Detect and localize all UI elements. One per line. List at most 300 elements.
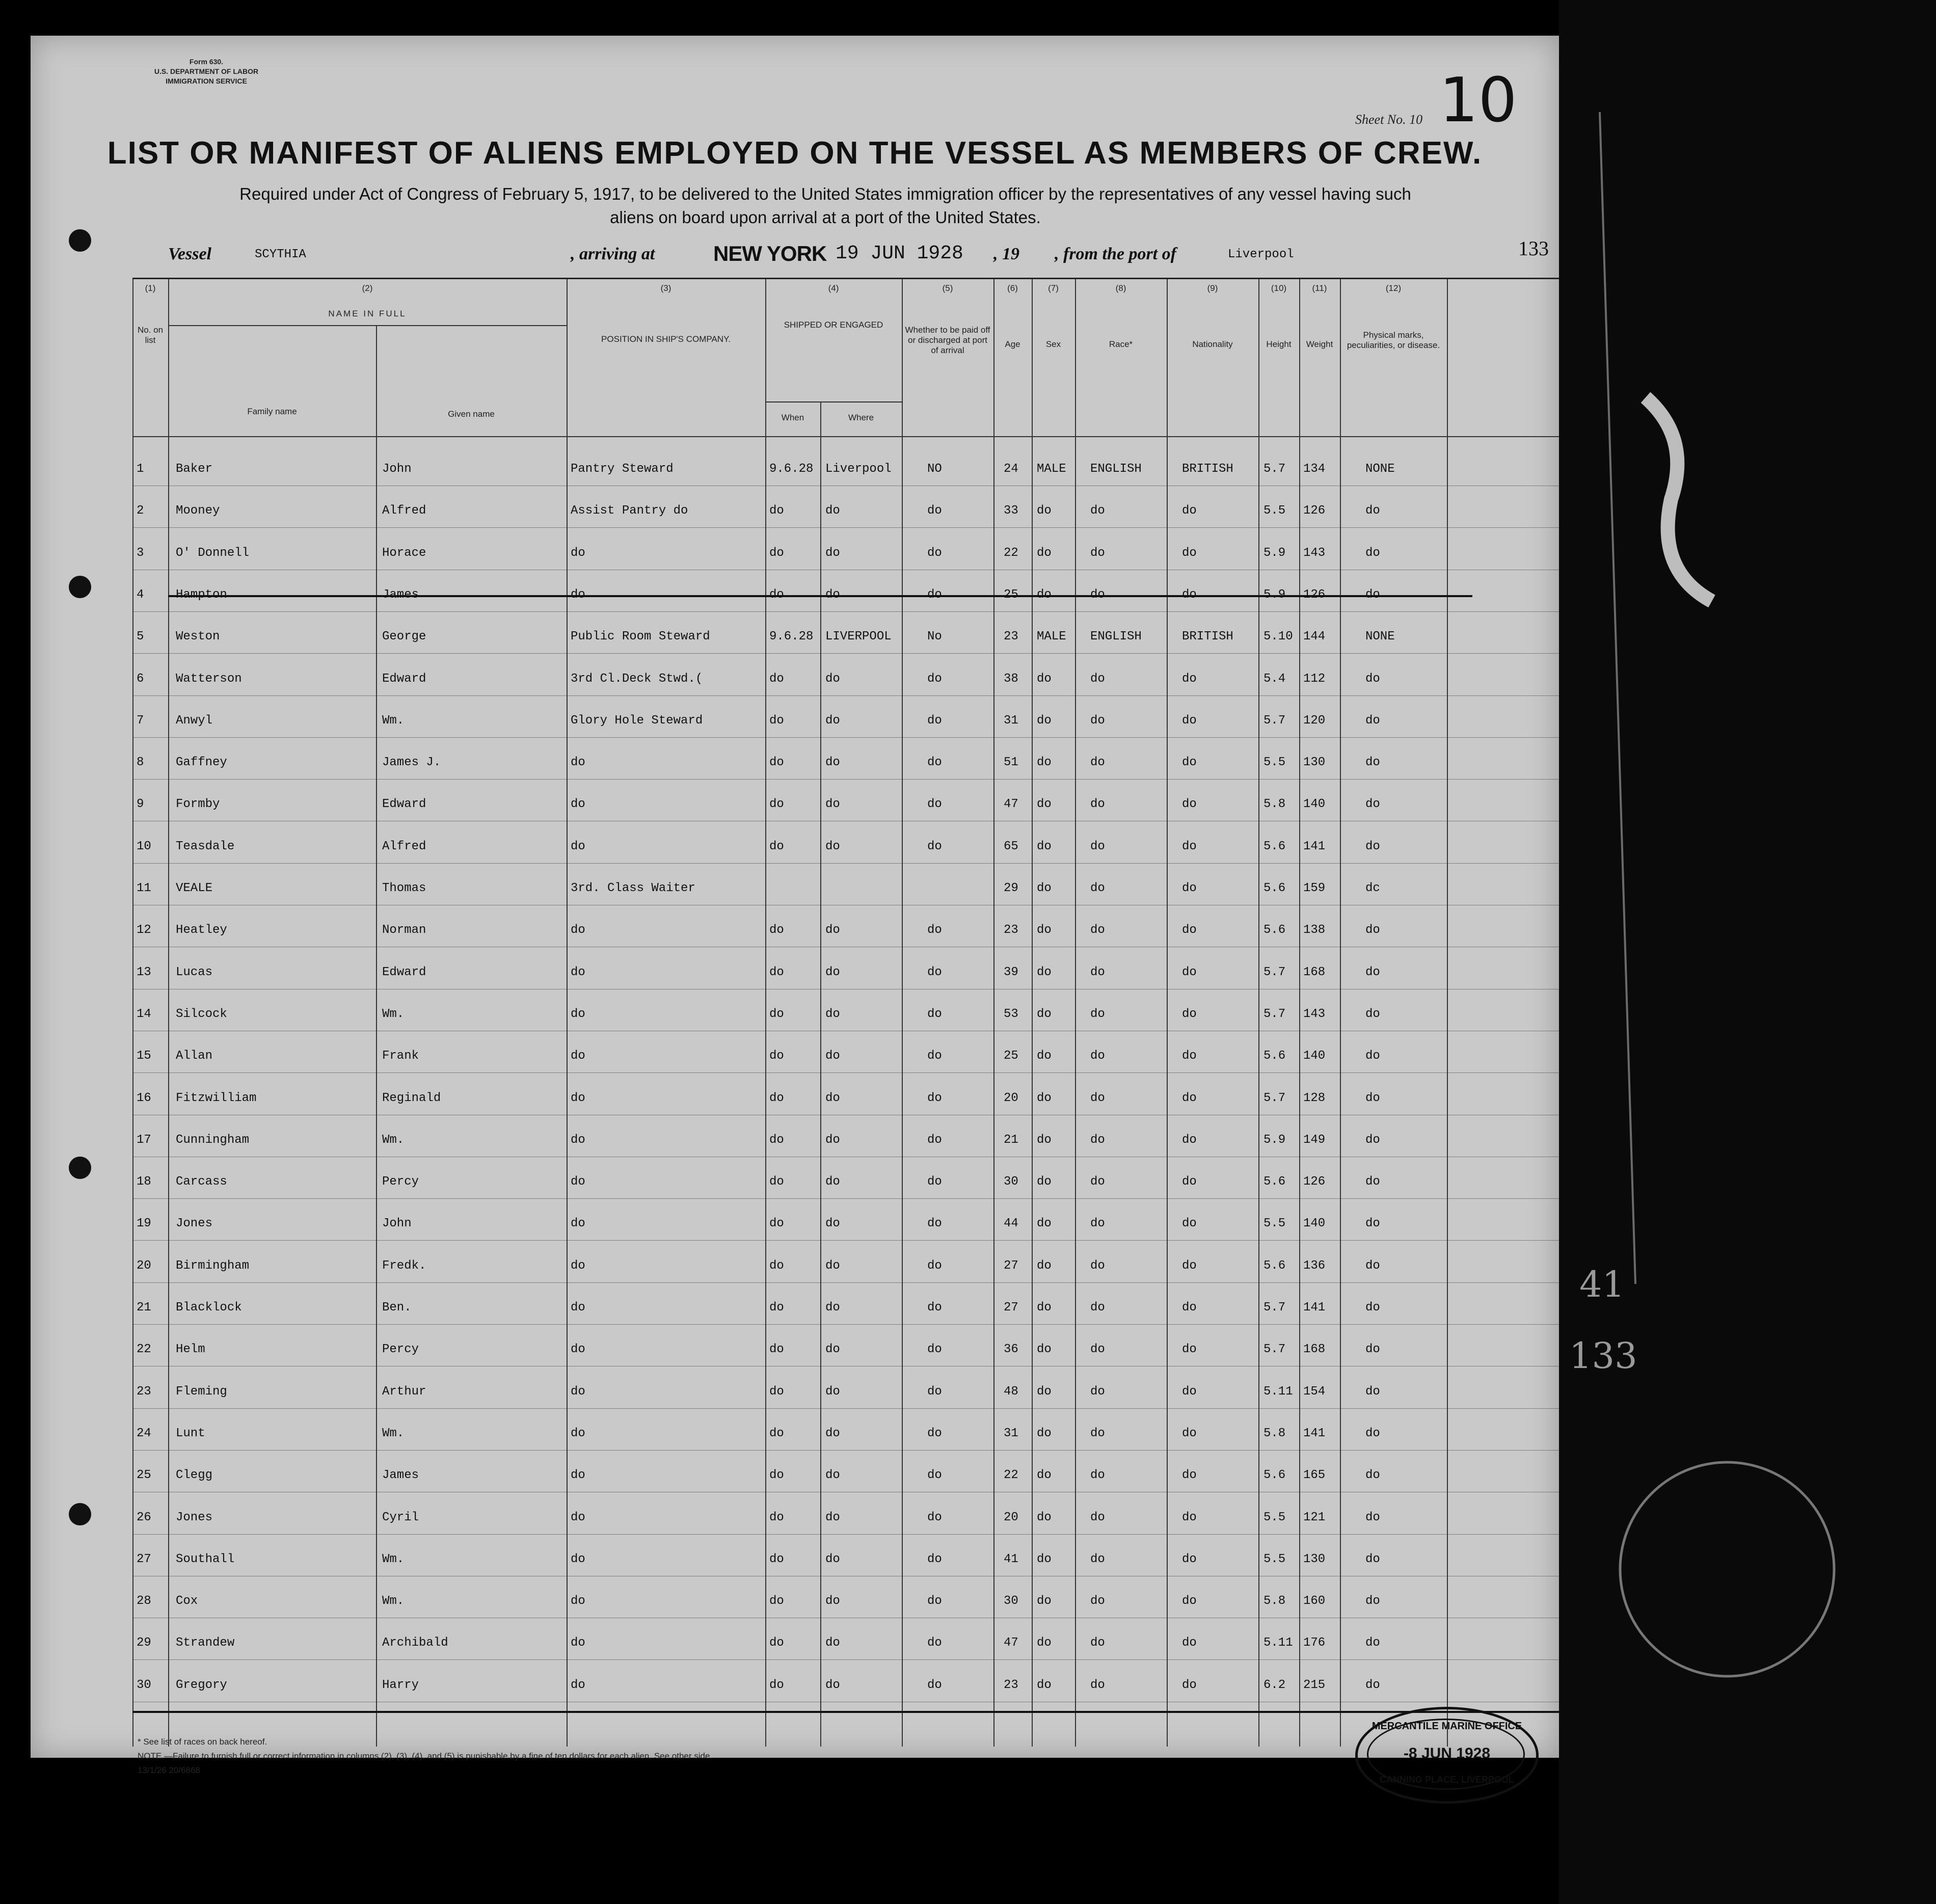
weight-cell: 126	[1303, 504, 1326, 518]
shipped-when-cell: do	[769, 1384, 784, 1399]
weight-cell: 144	[1303, 630, 1326, 644]
margin-mark-b: 133	[1569, 1335, 1637, 1377]
height-cell: 5.7	[1263, 1301, 1286, 1315]
height-cell: 5.6	[1263, 881, 1286, 895]
nationality-cell: do	[1182, 1049, 1197, 1063]
family-name-cell: Allan	[176, 1049, 213, 1063]
sex-cell: do	[1037, 881, 1052, 895]
row-number-cell: 24	[137, 1426, 151, 1440]
row-number-cell: 15	[137, 1049, 151, 1063]
family-name-cell: Birmingham	[176, 1258, 250, 1273]
sex-cell: do	[1037, 1678, 1052, 1692]
sex-cell: do	[1037, 504, 1052, 518]
paid-off-cell: do	[927, 1510, 942, 1524]
height-cell: 5.11	[1263, 1384, 1293, 1399]
shipped-where-cell: do	[825, 504, 840, 518]
weight-cell: 140	[1303, 1049, 1326, 1063]
shipped-when-cell: do	[769, 1468, 784, 1483]
sex-cell: do	[1037, 713, 1052, 728]
shipped-when-cell: do	[769, 1217, 784, 1231]
height-cell: 5.6	[1263, 1175, 1286, 1189]
from-port: Liverpool	[1228, 248, 1294, 261]
nationality-cell: do	[1182, 1426, 1197, 1440]
row-number-cell: 19	[137, 1217, 151, 1231]
sex-cell: do	[1037, 1217, 1052, 1231]
physical-marks-cell: do	[1365, 1133, 1380, 1147]
sex-cell: MALE	[1037, 462, 1066, 476]
shipped-when-cell: do	[769, 1007, 784, 1021]
family-name-cell: Silcock	[176, 1007, 227, 1021]
sex-cell: do	[1037, 1343, 1052, 1357]
sex-cell: do	[1037, 839, 1052, 853]
age-cell: 51	[1004, 756, 1018, 770]
shipped-where-cell: do	[825, 839, 840, 853]
paid-off-cell: do	[927, 797, 942, 812]
row-number-cell: 4	[137, 587, 144, 602]
row-number-cell: 3	[137, 546, 144, 560]
weight-cell: 140	[1303, 1217, 1326, 1231]
manifest-sheet	[31, 36, 1559, 1785]
sex-cell: do	[1037, 1258, 1052, 1273]
paid-off-cell: do	[927, 1468, 942, 1483]
paid-off-cell: do	[927, 1133, 942, 1147]
shipped-when-cell: do	[769, 1636, 784, 1650]
margin-mark-a: 41	[1579, 1264, 1625, 1305]
paid-off-cell: NO	[927, 462, 942, 476]
shipped-where-cell: do	[825, 1343, 840, 1357]
height-cell: 5.6	[1263, 839, 1286, 853]
shipped-where-cell: do	[825, 1007, 840, 1021]
height-cell: 5.11	[1263, 1636, 1293, 1650]
nationality-cell: do	[1182, 1217, 1197, 1231]
height-cell: 5.8	[1263, 1594, 1286, 1608]
nationality-cell: do	[1182, 1636, 1197, 1650]
physical-marks-cell: do	[1365, 1636, 1380, 1650]
race-cell: do	[1090, 756, 1105, 770]
position-cell: do	[571, 965, 585, 979]
col-7-num: (7)	[1048, 283, 1059, 293]
shipped-when-cell: 9.6.28	[769, 462, 814, 476]
race-cell: do	[1090, 1426, 1105, 1440]
col-2-header: NAME IN FULL	[328, 309, 407, 318]
physical-marks-cell: do	[1365, 1594, 1380, 1608]
age-cell: 47	[1004, 797, 1018, 812]
race-cell: do	[1090, 1510, 1105, 1524]
given-name-cell: James J.	[382, 756, 441, 770]
given-name-cell: Fredk.	[382, 1258, 426, 1273]
race-cell: do	[1090, 1258, 1105, 1273]
family-name-cell: Carcass	[176, 1175, 227, 1189]
form-block	[140, 57, 273, 86]
position-cell: do	[571, 1301, 585, 1315]
family-name-cell: Southall	[176, 1552, 235, 1566]
height-cell: 5.7	[1263, 1343, 1286, 1357]
shipped-where-cell: do	[825, 1217, 840, 1231]
shipped-where-cell: do	[825, 1384, 840, 1399]
row-number-cell: 11	[137, 881, 151, 895]
weight-cell: 176	[1303, 1636, 1326, 1650]
weight-cell: 168	[1303, 965, 1326, 979]
race-cell: do	[1090, 1594, 1105, 1608]
nationality-cell: do	[1182, 881, 1197, 895]
footer-note-1: * See list of races on back hereof.	[138, 1737, 267, 1747]
nationality-cell: do	[1182, 1510, 1197, 1524]
nationality-cell: do	[1182, 1007, 1197, 1021]
physical-marks-cell: do	[1365, 923, 1380, 937]
row-number-cell: 5	[137, 630, 144, 644]
race-cell: do	[1090, 1301, 1105, 1315]
shipped-when-cell: do	[769, 1552, 784, 1566]
age-cell: 33	[1004, 504, 1018, 518]
height-cell: 5.6	[1263, 923, 1286, 937]
col-2-num: (2)	[362, 283, 373, 293]
physical-marks-cell: do	[1365, 504, 1380, 518]
weight-cell: 136	[1303, 1258, 1326, 1273]
race-cell: do	[1090, 1636, 1105, 1650]
physical-marks-cell: do	[1365, 756, 1380, 770]
nationality-cell: do	[1182, 839, 1197, 853]
sex-cell: do	[1037, 965, 1052, 979]
shipped-where-cell: do	[825, 1678, 840, 1692]
nationality-cell: do	[1182, 504, 1197, 518]
race-cell: do	[1090, 797, 1105, 812]
row-number-cell: 28	[137, 1594, 151, 1608]
race-cell: do	[1090, 1678, 1105, 1692]
given-name-cell: Wm.	[382, 1133, 405, 1147]
sex-cell: do	[1037, 756, 1052, 770]
height-cell: 5.7	[1263, 1007, 1286, 1021]
paid-off-cell: do	[927, 1594, 942, 1608]
nationality-cell: BRITISH	[1182, 630, 1233, 644]
col-10-header: Height	[1266, 339, 1292, 349]
family-name-cell: Clegg	[176, 1468, 213, 1483]
weight-cell: 120	[1303, 713, 1326, 728]
paid-off-cell: do	[927, 1384, 942, 1399]
family-name-cell: Jones	[176, 1217, 213, 1231]
weight-cell: 112	[1303, 672, 1326, 686]
shipped-where-cell: LIVERPOOL	[825, 630, 892, 644]
position-cell: do	[571, 1678, 585, 1692]
position-cell: do	[571, 1091, 585, 1105]
sex-cell: do	[1037, 1049, 1052, 1063]
nationality-cell: do	[1182, 1343, 1197, 1357]
footer-print-code: 13/1/26 20/6868	[138, 1765, 200, 1775]
race-cell: do	[1090, 713, 1105, 728]
physical-marks-cell: do	[1365, 1678, 1380, 1692]
strike-through-line	[168, 595, 1472, 597]
physical-marks-cell: do	[1365, 1343, 1380, 1357]
given-name-cell: Reginald	[382, 1091, 441, 1105]
nationality-cell: do	[1182, 546, 1197, 560]
family-name-cell: Heatley	[176, 923, 227, 937]
nationality-cell: do	[1182, 1091, 1197, 1105]
sheet-value: 10	[1409, 112, 1423, 127]
physical-marks-cell: do	[1365, 1552, 1380, 1566]
page-title: LIST OR MANIFEST OF ALIENS EMPLOYED ON THE VESSEL AS MEMBERS OF CREW.	[107, 136, 1483, 171]
given-name-cell: Horace	[382, 546, 426, 560]
paid-off-cell: do	[927, 839, 942, 853]
col-12-header: Physical marks, peculiarities, or disease.	[1347, 330, 1440, 350]
given-name-cell: Alfred	[382, 504, 426, 518]
shipped-where-cell: do	[825, 1133, 840, 1147]
height-cell: 5.9	[1263, 1133, 1286, 1147]
row-number-cell: 29	[137, 1636, 151, 1650]
weight-cell: 141	[1303, 1426, 1326, 1440]
weight-cell: 126	[1303, 1175, 1326, 1189]
position-cell: do	[571, 923, 585, 937]
race-cell: do	[1090, 504, 1105, 518]
weight-cell: 121	[1303, 1510, 1326, 1524]
given-name-cell: Wm.	[382, 1594, 405, 1608]
sheet-handwritten: 10	[1439, 65, 1517, 136]
shipped-where-cell: do	[825, 797, 840, 812]
col-8-header: Race*	[1109, 339, 1133, 349]
shipped-where-cell: do	[825, 1552, 840, 1566]
race-cell: do	[1090, 1217, 1105, 1231]
physical-marks-cell: do	[1365, 1510, 1380, 1524]
shipped-where-cell: do	[825, 756, 840, 770]
position-cell: do	[571, 1175, 585, 1189]
shipped-when-cell: do	[769, 1175, 784, 1189]
given-name-cell: James	[382, 1468, 419, 1483]
vessel-line	[132, 237, 1559, 275]
row-number-cell: 21	[137, 1301, 151, 1315]
handwritten-mark-icon	[1559, 0, 1936, 1904]
given-name-cell: John	[382, 1217, 412, 1231]
age-cell: 23	[1004, 1678, 1018, 1692]
age-cell: 27	[1004, 1301, 1018, 1315]
age-cell: 31	[1004, 713, 1018, 728]
shipped-when-cell: do	[769, 965, 784, 979]
shipped-when-cell: do	[769, 797, 784, 812]
scan-margin	[1559, 0, 1936, 1904]
date-stamp: 19 JUN 1928	[836, 243, 963, 264]
col-10-num: (10)	[1271, 283, 1287, 293]
row-number-cell: 27	[137, 1552, 151, 1566]
nationality-cell: do	[1182, 1678, 1197, 1692]
nationality-cell: do	[1182, 797, 1197, 812]
nationality-cell: do	[1182, 1258, 1197, 1273]
height-cell: 6.2	[1263, 1678, 1286, 1692]
height-cell: 5.6	[1263, 1049, 1286, 1063]
nationality-cell: do	[1182, 672, 1197, 686]
nationality-cell: do	[1182, 1594, 1197, 1608]
punch-hole	[69, 1503, 91, 1525]
position-cell: Public Room Steward	[571, 630, 710, 644]
paid-off-cell: do	[927, 1426, 942, 1440]
shipped-where-cell: do	[825, 672, 840, 686]
given-name-cell: Percy	[382, 1343, 419, 1357]
family-name-cell: Mooney	[176, 504, 220, 518]
family-name-cell: Watterson	[176, 672, 242, 686]
shipped-where-cell: do	[825, 1301, 840, 1315]
physical-marks-cell: do	[1365, 1007, 1380, 1021]
physical-marks-cell: do	[1365, 1468, 1380, 1483]
family-name-cell: Jones	[176, 1510, 213, 1524]
family-name-cell: Blacklock	[176, 1301, 242, 1315]
given-name-cell: Cyril	[382, 1510, 419, 1524]
col-2b-header: Given name	[448, 409, 495, 419]
punch-hole	[69, 229, 91, 252]
col-12-num: (12)	[1385, 283, 1402, 293]
weight-cell: 143	[1303, 1007, 1326, 1021]
given-name-cell: Norman	[382, 923, 426, 937]
paid-off-cell: do	[927, 546, 942, 560]
row-number-cell: 18	[137, 1175, 151, 1189]
given-name-cell: Edward	[382, 797, 426, 812]
given-name-cell: Thomas	[382, 881, 426, 895]
row-number-cell: 9	[137, 797, 144, 812]
age-cell: 27	[1004, 1258, 1018, 1273]
age-cell: 65	[1004, 839, 1018, 853]
family-name-cell: Baker	[176, 462, 213, 476]
stamp-line-3: CANNING PLACE, LIVERPOOL	[1379, 1775, 1514, 1785]
weight-cell: 134	[1303, 462, 1326, 476]
nationality-cell: do	[1182, 1468, 1197, 1483]
paid-off-cell: do	[927, 1552, 942, 1566]
race-cell: do	[1090, 923, 1105, 937]
sex-cell: do	[1037, 1426, 1052, 1440]
height-cell: 5.5	[1263, 504, 1286, 518]
position-cell: do	[571, 1217, 585, 1231]
row-number-cell: 8	[137, 756, 144, 770]
age-cell: 21	[1004, 1133, 1018, 1147]
row-number-cell: 20	[137, 1258, 151, 1273]
physical-marks-cell: do	[1365, 1426, 1380, 1440]
sex-cell: do	[1037, 1301, 1052, 1315]
punch-hole	[69, 1157, 91, 1179]
position-cell: do	[571, 1636, 585, 1650]
paid-off-cell: do	[927, 504, 942, 518]
subtitle-line-2: aliens on board upon arrival at a port of the United States.	[610, 208, 1041, 227]
height-cell: 5.7	[1263, 965, 1286, 979]
physical-marks-cell: do	[1365, 1049, 1380, 1063]
paid-off-cell: do	[927, 923, 942, 937]
family-name-cell: Lucas	[176, 965, 213, 979]
age-cell: 22	[1004, 546, 1018, 560]
family-name-cell: Gaffney	[176, 756, 227, 770]
shipped-when-cell: do	[769, 1301, 784, 1315]
weight-cell: 168	[1303, 1343, 1326, 1357]
height-cell: 5.5	[1263, 756, 1286, 770]
age-cell: 36	[1004, 1343, 1018, 1357]
physical-marks-cell: do	[1365, 1258, 1380, 1273]
position-cell: do	[571, 756, 585, 770]
col-5-header: Whether to be paid off or discharged at port of arrival	[905, 325, 990, 355]
nationality-cell: do	[1182, 1133, 1197, 1147]
punch-hole	[69, 576, 91, 598]
row-number-cell: 7	[137, 713, 144, 728]
shipped-when-cell: 9.6.28	[769, 630, 814, 644]
row-number-cell: 23	[137, 1384, 151, 1399]
age-cell: 41	[1004, 1552, 1018, 1566]
family-name-cell: Teasdale	[176, 839, 235, 853]
mercantile-marine-office-stamp	[1355, 1707, 1539, 1804]
height-cell: 5.5	[1263, 1217, 1286, 1231]
physical-marks-cell: do	[1365, 1091, 1380, 1105]
shipped-when-cell: do	[769, 923, 784, 937]
age-cell: 30	[1004, 1175, 1018, 1189]
given-name-cell: Alfred	[382, 839, 426, 853]
shipped-when-cell: do	[769, 1258, 784, 1273]
shipped-when-cell: do	[769, 839, 784, 853]
height-cell: 5.8	[1263, 797, 1286, 812]
height-cell: 5.4	[1263, 672, 1286, 686]
shipped-where-cell: do	[825, 546, 840, 560]
family-name-cell: VEALE	[176, 881, 213, 895]
physical-marks-cell: do	[1365, 965, 1380, 979]
nationality-cell: do	[1182, 1301, 1197, 1315]
family-name-cell: Gregory	[176, 1678, 227, 1692]
row-number-cell: 10	[137, 839, 151, 853]
height-cell: 5.5	[1263, 1510, 1286, 1524]
col-2a-header: Family name	[247, 407, 297, 416]
sheet-label: Sheet No.	[1355, 112, 1406, 127]
sex-cell: do	[1037, 923, 1052, 937]
height-cell: 5.9	[1263, 546, 1286, 560]
position-cell: Assist Pantry do	[571, 504, 688, 518]
weight-cell: 165	[1303, 1468, 1326, 1483]
sex-cell: do	[1037, 672, 1052, 686]
sex-cell: do	[1037, 1552, 1052, 1566]
nationality-cell: do	[1182, 713, 1197, 728]
position-cell: do	[571, 839, 585, 853]
col-5-num: (5)	[942, 283, 953, 293]
sheet-number	[1355, 112, 1422, 127]
physical-marks-cell: NONE	[1365, 462, 1395, 476]
paid-off-cell: do	[927, 1217, 942, 1231]
race-cell: ENGLISH	[1090, 630, 1142, 644]
position-cell: do	[571, 1007, 585, 1021]
row-number-cell: 2	[137, 504, 144, 518]
row-number-cell: 26	[137, 1510, 151, 1524]
service: IMMIGRATION SERVICE	[166, 77, 247, 85]
position-cell: 3rd Cl.Deck Stwd.(	[571, 672, 703, 686]
race-cell: do	[1090, 1175, 1105, 1189]
physical-marks-cell: do	[1365, 839, 1380, 853]
position-cell: do	[571, 1594, 585, 1608]
row-number-cell: 1	[137, 462, 144, 476]
paid-off-cell: do	[927, 1091, 942, 1105]
col-8-num: (8)	[1115, 283, 1126, 293]
age-cell: 31	[1004, 1426, 1018, 1440]
sex-cell: do	[1037, 1468, 1052, 1483]
col-9-num: (9)	[1207, 283, 1218, 293]
col-11-num: (11)	[1312, 283, 1327, 293]
nationality-cell: do	[1182, 1552, 1197, 1566]
family-name-cell: Cox	[176, 1594, 198, 1608]
shipped-when-cell: do	[769, 1510, 784, 1524]
race-cell: do	[1090, 1133, 1105, 1147]
age-cell: 38	[1004, 672, 1018, 686]
given-name-cell: John	[382, 462, 412, 476]
age-cell: 29	[1004, 881, 1018, 895]
shipped-where-cell: do	[825, 1426, 840, 1440]
race-cell: do	[1090, 881, 1105, 895]
row-number-cell: 6	[137, 672, 144, 686]
weight-cell: 160	[1303, 1594, 1326, 1608]
physical-marks-cell: do	[1365, 546, 1380, 560]
page-number: 133	[1518, 237, 1549, 260]
nationality-cell: do	[1182, 1384, 1197, 1399]
age-cell: 22	[1004, 1468, 1018, 1483]
age-cell: 30	[1004, 1594, 1018, 1608]
shipped-when-cell: do	[769, 1343, 784, 1357]
weight-cell: 143	[1303, 546, 1326, 560]
paid-off-cell: do	[927, 1258, 942, 1273]
shipped-where-cell: do	[825, 965, 840, 979]
age-cell: 25	[1004, 1049, 1018, 1063]
